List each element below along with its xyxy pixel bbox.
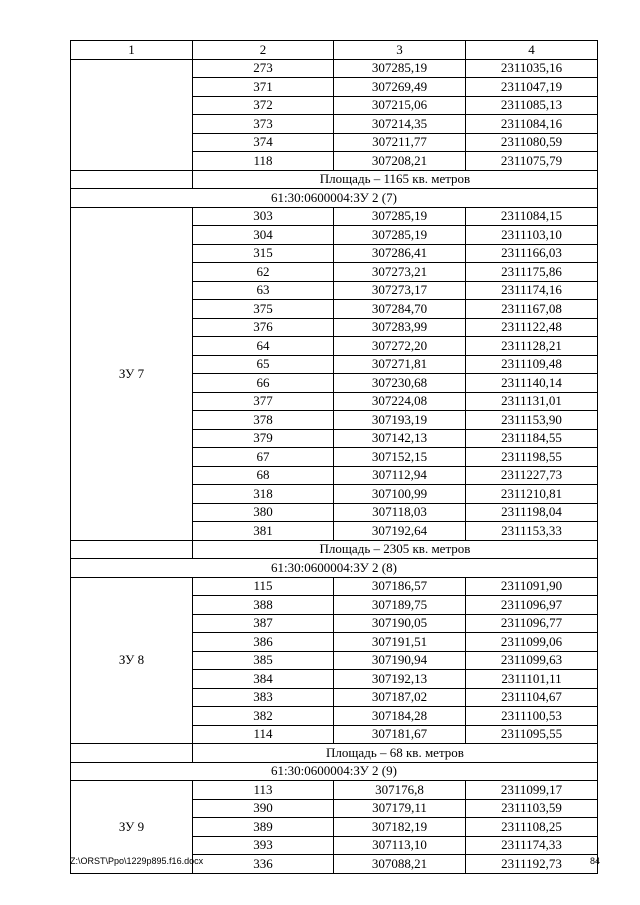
x-coordinate-cell: 307211,77 xyxy=(334,133,466,152)
x-coordinate-cell: 307273,17 xyxy=(334,281,466,300)
x-coordinate-cell: 307186,57 xyxy=(334,577,466,596)
plot-id-cell xyxy=(71,59,193,170)
area-text: Площадь – 1165 кв. метров xyxy=(193,170,598,189)
point-number-cell: 373 xyxy=(193,115,334,134)
point-number-cell: 62 xyxy=(193,263,334,282)
point-number-cell: 376 xyxy=(193,318,334,337)
y-coordinate-cell: 2311091,90 xyxy=(466,577,598,596)
point-number-cell: 380 xyxy=(193,503,334,522)
y-coordinate-cell: 2311103,10 xyxy=(466,226,598,245)
point-number-cell: 318 xyxy=(193,485,334,504)
empty-cell xyxy=(71,744,193,763)
point-number-cell: 113 xyxy=(193,781,334,800)
y-coordinate-cell: 2311047,19 xyxy=(466,78,598,97)
y-coordinate-cell: 2311174,33 xyxy=(466,836,598,855)
table-row xyxy=(71,577,598,596)
point-number-cell: 67 xyxy=(193,448,334,467)
y-coordinate-cell: 2311085,13 xyxy=(466,96,598,115)
x-coordinate-cell: 307181,67 xyxy=(334,725,466,744)
plot-id-cell: ЗУ 9 xyxy=(71,781,193,874)
empty-cell xyxy=(71,540,193,559)
point-number-cell: 390 xyxy=(193,799,334,818)
y-coordinate-cell: 2311096,77 xyxy=(466,614,598,633)
x-coordinate-cell: 307285,19 xyxy=(334,226,466,245)
x-coordinate-cell: 307224,08 xyxy=(334,392,466,411)
point-number-cell: 336 xyxy=(193,855,334,874)
point-number-cell: 64 xyxy=(193,337,334,356)
table-row xyxy=(71,207,598,226)
x-coordinate-cell: 307215,06 xyxy=(334,96,466,115)
point-number-cell: 393 xyxy=(193,836,334,855)
x-coordinate-cell: 307271,81 xyxy=(334,355,466,374)
x-coordinate-cell: 307193,19 xyxy=(334,411,466,430)
y-coordinate-cell: 2311109,48 xyxy=(466,355,598,374)
y-coordinate-cell: 2311131,01 xyxy=(466,392,598,411)
x-coordinate-cell: 307113,10 xyxy=(334,836,466,855)
coordinates-table xyxy=(70,40,598,874)
y-coordinate-cell: 2311153,33 xyxy=(466,522,598,541)
x-coordinate-cell: 307192,13 xyxy=(334,670,466,689)
x-coordinate-cell: 307214,35 xyxy=(334,115,466,134)
point-number-cell: 118 xyxy=(193,152,334,171)
header-cell: 2 xyxy=(193,41,334,60)
cadastral-number: 61:30:0600004:ЗУ 2 (7) xyxy=(71,189,598,208)
y-coordinate-cell: 2311108,25 xyxy=(466,818,598,837)
y-coordinate-cell: 2311084,15 xyxy=(466,207,598,226)
x-coordinate-cell: 307191,51 xyxy=(334,633,466,652)
y-coordinate-cell: 2311140,14 xyxy=(466,374,598,393)
point-number-cell: 63 xyxy=(193,281,334,300)
empty-cell xyxy=(71,170,193,189)
y-coordinate-cell: 2311175,86 xyxy=(466,263,598,282)
point-number-cell: 371 xyxy=(193,78,334,97)
header-cell: 1 xyxy=(71,41,193,60)
point-number-cell: 68 xyxy=(193,466,334,485)
area-row xyxy=(71,744,598,763)
y-coordinate-cell: 2311174,16 xyxy=(466,281,598,300)
x-coordinate-cell: 307100,99 xyxy=(334,485,466,504)
point-number-cell: 374 xyxy=(193,133,334,152)
x-coordinate-cell: 307112,94 xyxy=(334,466,466,485)
y-coordinate-cell: 2311198,55 xyxy=(466,448,598,467)
point-number-cell: 315 xyxy=(193,244,334,263)
point-number-cell: 115 xyxy=(193,577,334,596)
x-coordinate-cell: 307118,03 xyxy=(334,503,466,522)
footer-file-path: Z:\ORST\Ppo\1229p895.f16.docx xyxy=(70,856,204,866)
y-coordinate-cell: 2311095,55 xyxy=(466,725,598,744)
y-coordinate-cell: 2311075,79 xyxy=(466,152,598,171)
y-coordinate-cell: 2311096,97 xyxy=(466,596,598,615)
point-number-cell: 383 xyxy=(193,688,334,707)
x-coordinate-cell: 307088,21 xyxy=(334,855,466,874)
x-coordinate-cell: 307272,20 xyxy=(334,337,466,356)
x-coordinate-cell: 307187,02 xyxy=(334,688,466,707)
y-coordinate-cell: 2311080,59 xyxy=(466,133,598,152)
table-header-row xyxy=(71,41,598,60)
y-coordinate-cell: 2311104,67 xyxy=(466,688,598,707)
cadastral-row xyxy=(71,762,598,781)
x-coordinate-cell: 307192,64 xyxy=(334,522,466,541)
y-coordinate-cell: 2311035,16 xyxy=(466,59,598,78)
y-coordinate-cell: 2311184,55 xyxy=(466,429,598,448)
x-coordinate-cell: 307269,49 xyxy=(334,78,466,97)
point-number-cell: 372 xyxy=(193,96,334,115)
x-coordinate-cell: 307284,70 xyxy=(334,300,466,319)
x-coordinate-cell: 307179,11 xyxy=(334,799,466,818)
cadastral-number: 61:30:0600004:ЗУ 2 (8) xyxy=(71,559,598,578)
cadastral-row xyxy=(71,559,598,578)
x-coordinate-cell: 307283,99 xyxy=(334,318,466,337)
table-row xyxy=(71,59,598,78)
plot-id-cell: ЗУ 8 xyxy=(71,577,193,744)
point-number-cell: 65 xyxy=(193,355,334,374)
header-cell: 3 xyxy=(334,41,466,60)
point-number-cell: 388 xyxy=(193,596,334,615)
point-number-cell: 377 xyxy=(193,392,334,411)
y-coordinate-cell: 2311153,90 xyxy=(466,411,598,430)
table-row xyxy=(71,781,598,800)
point-number-cell: 114 xyxy=(193,725,334,744)
y-coordinate-cell: 2311167,08 xyxy=(466,300,598,319)
x-coordinate-cell: 307184,28 xyxy=(334,707,466,726)
y-coordinate-cell: 2311166,03 xyxy=(466,244,598,263)
area-text: Площадь – 68 кв. метров xyxy=(193,744,598,763)
point-number-cell: 385 xyxy=(193,651,334,670)
y-coordinate-cell: 2311101,11 xyxy=(466,670,598,689)
x-coordinate-cell: 307152,15 xyxy=(334,448,466,467)
point-number-cell: 378 xyxy=(193,411,334,430)
point-number-cell: 389 xyxy=(193,818,334,837)
x-coordinate-cell: 307190,05 xyxy=(334,614,466,633)
x-coordinate-cell: 307285,19 xyxy=(334,59,466,78)
point-number-cell: 66 xyxy=(193,374,334,393)
y-coordinate-cell: 2311099,63 xyxy=(466,651,598,670)
y-coordinate-cell: 2311103,59 xyxy=(466,799,598,818)
x-coordinate-cell: 307208,21 xyxy=(334,152,466,171)
y-coordinate-cell: 2311084,16 xyxy=(466,115,598,134)
x-coordinate-cell: 307182,19 xyxy=(334,818,466,837)
x-coordinate-cell: 307176,8 xyxy=(334,781,466,800)
y-coordinate-cell: 2311227,73 xyxy=(466,466,598,485)
x-coordinate-cell: 307230,68 xyxy=(334,374,466,393)
y-coordinate-cell: 2311210,81 xyxy=(466,485,598,504)
y-coordinate-cell: 2311128,21 xyxy=(466,337,598,356)
area-text: Площадь – 2305 кв. метров xyxy=(193,540,598,559)
x-coordinate-cell: 307142,13 xyxy=(334,429,466,448)
y-coordinate-cell: 2311100,53 xyxy=(466,707,598,726)
cadastral-number: 61:30:0600004:ЗУ 2 (9) xyxy=(71,762,598,781)
y-coordinate-cell: 2311099,17 xyxy=(466,781,598,800)
point-number-cell: 387 xyxy=(193,614,334,633)
header-cell: 4 xyxy=(466,41,598,60)
coordinates-table-body xyxy=(71,41,598,874)
point-number-cell: 304 xyxy=(193,226,334,245)
cadastral-row xyxy=(71,189,598,208)
x-coordinate-cell: 307286,41 xyxy=(334,244,466,263)
y-coordinate-cell: 2311198,04 xyxy=(466,503,598,522)
x-coordinate-cell: 307285,19 xyxy=(334,207,466,226)
plot-id-cell: ЗУ 7 xyxy=(71,207,193,540)
footer-page-number: 84 xyxy=(589,856,600,866)
y-coordinate-cell: 2311192,73 xyxy=(466,855,598,874)
x-coordinate-cell: 307190,94 xyxy=(334,651,466,670)
area-row xyxy=(71,540,598,559)
point-number-cell: 273 xyxy=(193,59,334,78)
x-coordinate-cell: 307273,21 xyxy=(334,263,466,282)
x-coordinate-cell: 307189,75 xyxy=(334,596,466,615)
y-coordinate-cell: 2311099,06 xyxy=(466,633,598,652)
point-number-cell: 303 xyxy=(193,207,334,226)
point-number-cell: 379 xyxy=(193,429,334,448)
point-number-cell: 381 xyxy=(193,522,334,541)
point-number-cell: 384 xyxy=(193,670,334,689)
point-number-cell: 382 xyxy=(193,707,334,726)
area-row xyxy=(71,170,598,189)
y-coordinate-cell: 2311122,48 xyxy=(466,318,598,337)
point-number-cell: 386 xyxy=(193,633,334,652)
point-number-cell: 375 xyxy=(193,300,334,319)
